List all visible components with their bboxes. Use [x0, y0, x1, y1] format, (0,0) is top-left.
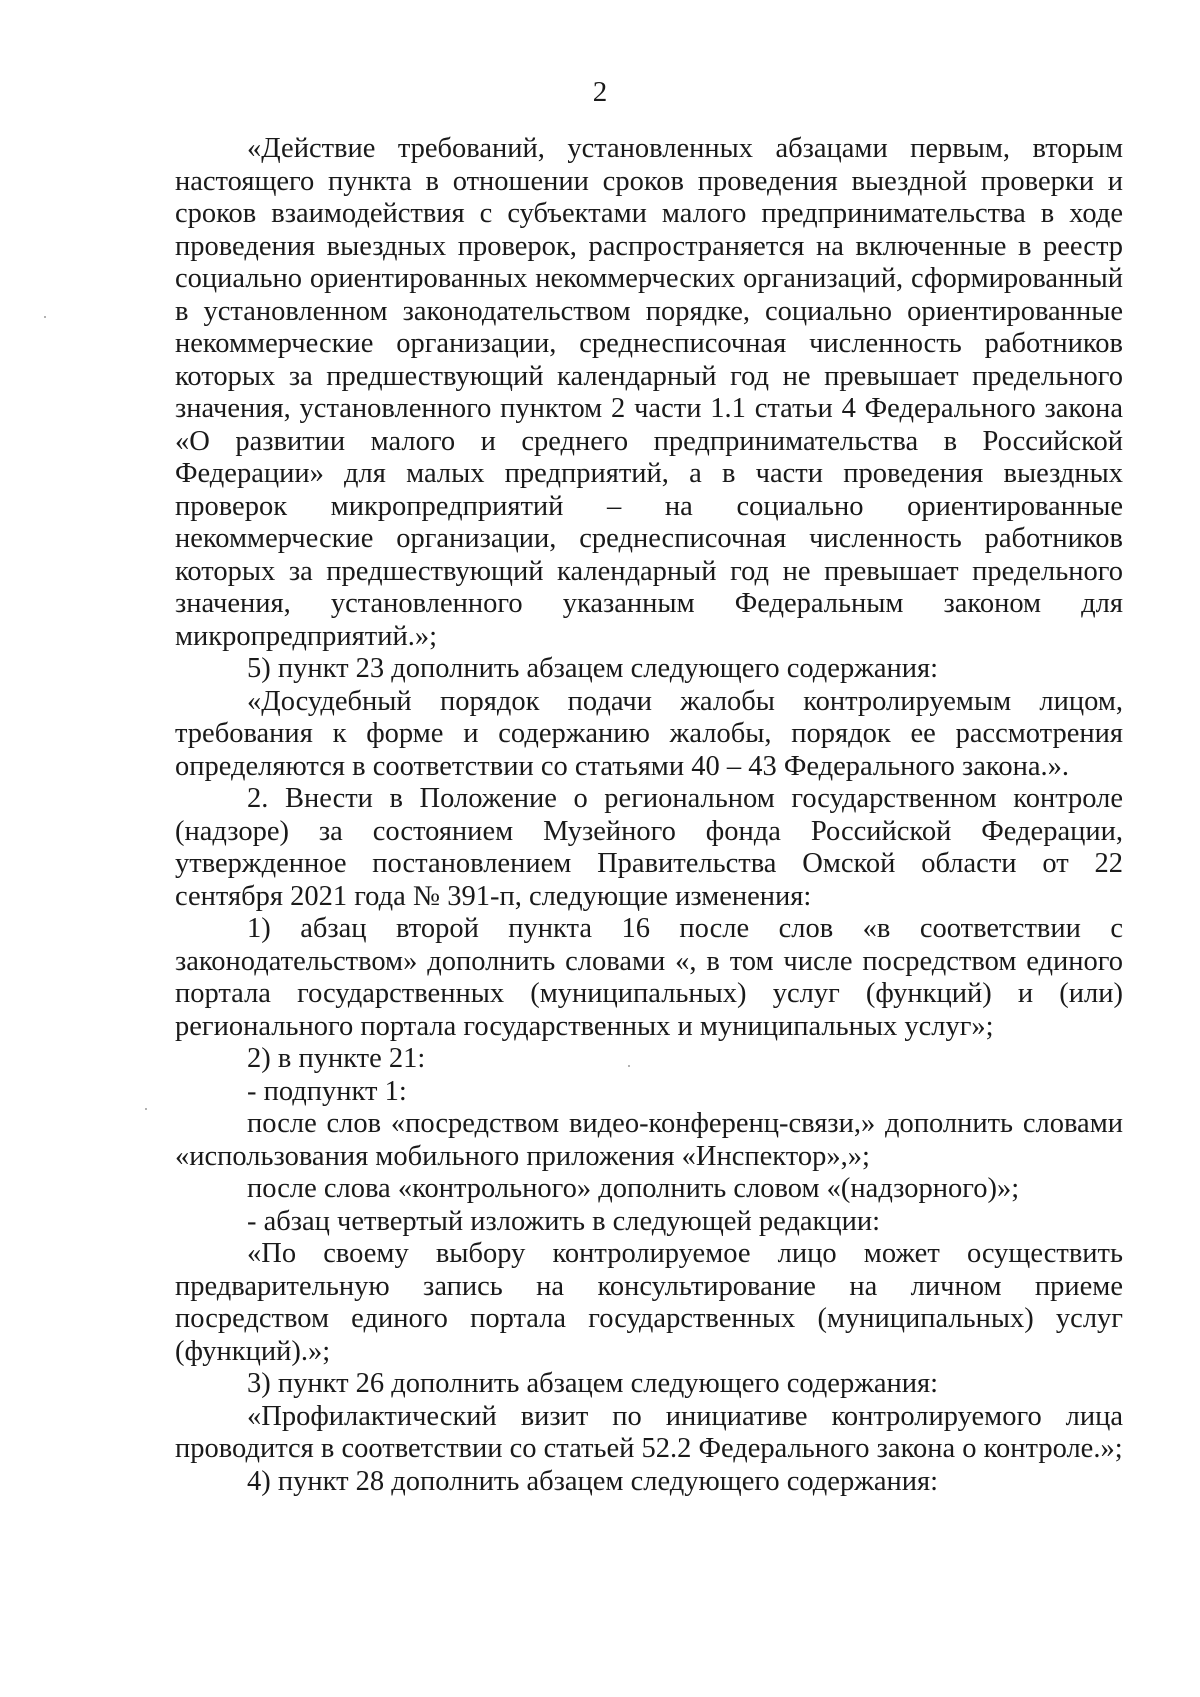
paragraph-after-word-control: после слова «контрольного» дополнить словом «(надзорного)»;	[247, 1173, 1020, 1204]
paragraph-subitem-4: 4) пункт 28 дополнить абзацем следующего содержания:	[247, 1465, 939, 1497]
paragraph-subitem-3: 3) пункт 26 дополнить абзацем следующего содержания:	[247, 1368, 939, 1399]
paragraph-quote-consultation: «По своему выбору контролируемое лицо может осуществить предварительную запись на консультирование на личном приеме посредством единого портала государственных (муниципальных) услуг (функций).»;	[175, 1238, 1123, 1367]
paragraph-subitem-2: 2) в пункте 21:	[247, 1043, 426, 1074]
paragraph-subitem-1: 1) абзац второй пункта 16 после слов «в соответствии с законодательством» дополнить словами «, в том числе посредством единого портала государственных (муниципальных) услуг (функций) и (или) регионального портала государственных и муниципальных услуг»;	[175, 913, 1123, 1042]
scan-speck	[44, 316, 46, 318]
paragraph-fourth-abzac: - абзац четвертый изложить в следующей редакции:	[247, 1205, 881, 1237]
document-body	[175, 133, 1123, 1498]
scan-speck	[145, 1108, 147, 1110]
paragraph-after-words-video: после слов «посредством видео-конференц-связи,» дополнить словами «использования мобильного приложения «Инспектор»,»;	[175, 1108, 1123, 1172]
paragraph-item-5: 5) пункт 23 дополнить абзацем следующего содержания:	[247, 653, 939, 684]
paragraph-quote-complaint: «Досудебный порядок подачи жалобы контролируемым лицом, требования к форме и содержанию жалобы, порядок ее рассмотрения определяются в соответствии со статьями 40 – 43 Федерального закона.».	[175, 685, 1123, 782]
paragraph-quote-visit: «Профилактический визит по инициативе контролируемого лица проводится в соответствии со статьей 52.2 Федерального закона о контроле.»;	[175, 1400, 1123, 1464]
paragraph-quote-requirements: «Действие требований, установленных абзацами первым, вторым настоящего пункта в отношении сроков проведения выездной проверки и сроков взаимодействия с субъектами малого предпринимательства в ходе проведения выездных проверок, распространяется на включенные в реестр социально ориентированных некоммерческих организаций, сформированный в установленном законодательством порядке, социально ориентированные некоммерческие организации, среднесписочная численность работников которых за предшествующий календарный год не превышает предельного значения, установленного пунктом 2 части 1.1 статьи 4 Федерального закона «О развитии малого и среднего предпринимательства в Российской Федерации» для малых предприятий, а в части проведения выездных проверок микропредприятий – на социально ориентированные некоммерческие организации, среднесписочная численность работников которых за предшествующий календарный год не превышает предельного значения, установленного указанным Федеральным законом для микропредприятий.»;	[175, 133, 1123, 652]
scan-speck	[628, 1065, 630, 1067]
paragraph-item-2-amend: 2. Внести в Положение о региональном государственном контроле (надзоре) за состоянием Музейного фонда Российской Федерации, утвержденное постановлением Правительства Омской области от 22 сентября 2021 года № 391-п, следующие изменения:	[175, 783, 1123, 912]
paragraph-subpoint-1: - подпункт 1:	[247, 1075, 407, 1107]
page-number: 2	[592, 76, 608, 108]
